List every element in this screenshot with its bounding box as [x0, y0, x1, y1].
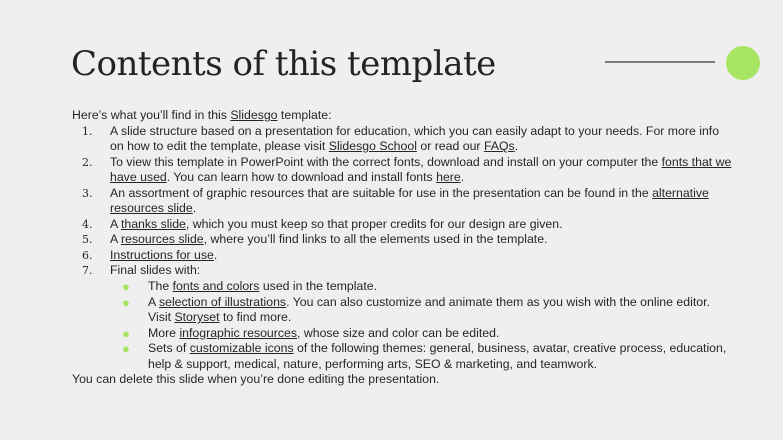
- list-item: [72, 217, 732, 233]
- link-customizable-icons[interactable]: customizable icons: [189, 341, 294, 356]
- text-segment: A: [148, 294, 159, 309]
- list-item: [72, 155, 732, 186]
- contents-body: [72, 108, 732, 388]
- link-fonts-that-we-have-used[interactable]: fonts that we have used: [110, 154, 732, 185]
- bullet-list: [72, 279, 732, 372]
- bullet-icon: ●: [122, 341, 130, 357]
- link-resources-slide[interactable]: resources slide: [120, 232, 204, 247]
- item-number: 1.: [82, 124, 93, 138]
- item-text: [72, 155, 732, 186]
- text-segment: More: [148, 325, 180, 340]
- text-segment: Final slides with:: [110, 263, 201, 278]
- link-slidesgo[interactable]: Slidesgo: [230, 108, 278, 122]
- text-segment: .: [213, 247, 218, 262]
- text-segment: used in the template.: [259, 279, 377, 294]
- text-segment: An assortment of graphic resources that are suitable for use in the presentation can be found in the: [110, 185, 653, 200]
- item-text: [72, 217, 732, 233]
- link-alternative-resources-slide[interactable]: alternative resources slide: [110, 185, 709, 216]
- item-number: 6.: [82, 248, 93, 262]
- text-segment: , which you must keep so that proper credits for our design are given.: [185, 216, 563, 231]
- bullet-item: [72, 341, 732, 372]
- intro-text: [72, 108, 732, 124]
- item-text: [72, 248, 732, 264]
- page-title: Contents of this template: [71, 44, 496, 84]
- item-number: 2.: [82, 155, 93, 169]
- numbered-list: [72, 124, 732, 279]
- bullet-text: [72, 341, 732, 372]
- item-number: 4.: [82, 217, 93, 231]
- text-segment: . You can learn how to download and install fonts: [166, 170, 437, 185]
- link-fonts-and-colors[interactable]: fonts and colors: [172, 279, 260, 294]
- link-storyset[interactable]: Storyset: [174, 310, 220, 325]
- accent-circle: [726, 46, 760, 80]
- item-number: 3.: [82, 186, 93, 200]
- link-faqs[interactable]: FAQs: [483, 139, 515, 154]
- text-segment: To view this template in PowerPoint with the correct fonts, download and install on your computer the: [110, 154, 662, 169]
- link-selection-of-illustrations[interactable]: selection of illustrations: [158, 294, 287, 309]
- bullet-icon: ●: [122, 325, 130, 341]
- text-segment: Sets of: [148, 341, 190, 356]
- text-segment: .: [514, 139, 519, 154]
- text-segment: .: [460, 170, 465, 185]
- text-segment: A slide structure based on a presentation for education, which you can easily adapt to your needs. For more info on how to edit the template, please visit: [110, 123, 720, 154]
- list-item: [72, 263, 732, 279]
- item-text: [72, 263, 732, 279]
- text-segment: You can delete this slide when you’re done editing the presentation.: [72, 372, 440, 387]
- link-here[interactable]: here: [436, 170, 461, 185]
- bullet-icon: ●: [122, 279, 130, 295]
- text-segment: of the following themes: general, business, avatar, creative process, education, help & support, medical, nature, performing arts, SEO & marketing, and teamwork.: [148, 341, 727, 371]
- bullet-icon: ●: [122, 294, 130, 310]
- bullet-text: [72, 295, 732, 326]
- bullet-text: [72, 326, 732, 342]
- text-segment: . You can also customize and animate them as you wish with the online editor. Visit: [148, 294, 710, 325]
- item-number: 7.: [82, 264, 93, 278]
- text-segment: , where you’ll find links to all the elements used in the template.: [203, 232, 548, 247]
- text-segment: .: [192, 201, 197, 216]
- item-number: 5.: [82, 233, 93, 247]
- text-segment: , whose size and color can be edited.: [297, 325, 500, 340]
- bullet-item: [72, 295, 732, 326]
- link-thanks-slide[interactable]: thanks slide: [120, 216, 186, 231]
- text-segment: A: [110, 216, 121, 231]
- bullet-item: [72, 279, 732, 295]
- list-item: [72, 124, 732, 155]
- link-instructions-for-use[interactable]: Instructions for use: [110, 247, 214, 262]
- link-slidesgo-school[interactable]: Slidesgo School: [328, 139, 417, 154]
- item-text: [72, 232, 732, 248]
- bullet-text: [72, 279, 732, 295]
- list-item: [72, 232, 732, 248]
- text-segment: Here’s what you’ll find in this: [72, 108, 231, 122]
- item-text: [72, 186, 732, 217]
- decorative-divider: [605, 61, 715, 63]
- outro-text: [72, 372, 732, 388]
- text-segment: The: [148, 279, 173, 294]
- bullet-item: [72, 326, 732, 342]
- link-infographic-resources[interactable]: infographic resources: [179, 325, 298, 340]
- list-item: [72, 248, 732, 264]
- item-text: [72, 124, 732, 155]
- list-item: [72, 186, 732, 217]
- text-segment: A: [110, 232, 121, 247]
- text-segment: or read our: [416, 139, 484, 154]
- text-segment: to find more.: [219, 310, 292, 325]
- text-segment: template:: [277, 108, 332, 122]
